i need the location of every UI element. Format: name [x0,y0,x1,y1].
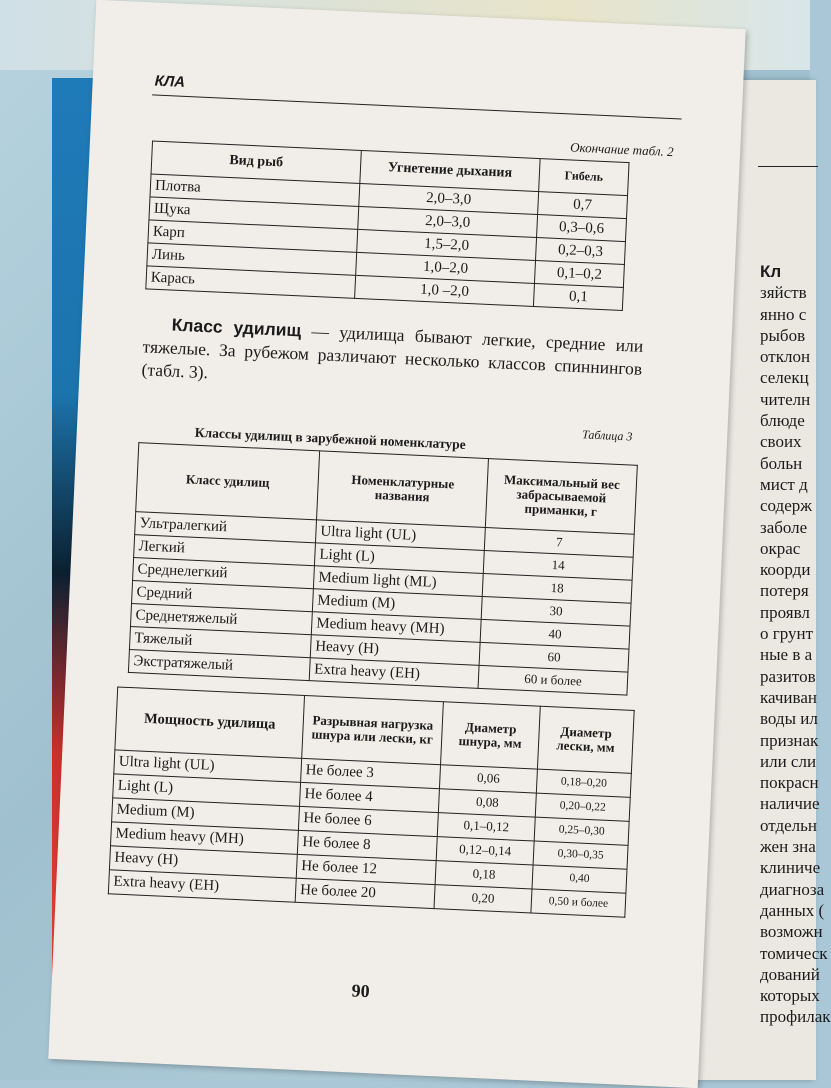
table4-row-cell: 0,30–0,35 [533,841,628,869]
table2-row-cell: 0,1–0,2 [534,260,624,287]
right-page-line: проявл [760,602,810,622]
left-page [48,0,745,1088]
table4-row-cell: 0,40 [532,865,627,893]
table3-row-cell: Легкий [134,535,316,566]
right-page-line: янно с [760,304,807,324]
right-page-line: зяйств [760,283,807,303]
table3-row-cell: 40 [480,619,630,649]
table3-row-cell: Medium (M) [312,589,482,620]
right-page-text [760,262,831,1029]
table4-row-cell: Не более 8 [297,830,437,860]
header-rule [152,94,681,119]
table2-row-cell: 1,0 –2,0 [355,275,535,306]
table4-header: Разрывная нагрузка шнура или лески, кг [302,695,444,764]
paragraph-text: — удилища бывают легкие, средние или тяжелые. За рубежом различают несколько классов спиннингов (табл. 3). [141,320,644,382]
right-page-line: признак [760,730,819,750]
table4-row-cell: Extra heavy (EH) [108,870,296,902]
table3-row-cell: Ультралегкий [135,512,317,543]
right-page-line: покрасн [760,773,819,793]
table4-row-cell: Ultra light (UL) [114,750,302,782]
table4-row-cell: 0,18–0,20 [536,769,631,797]
right-page-line: отдельн [760,815,818,835]
table3-row-cell: Среднетяжелый [130,604,312,635]
table2-row-cell: Плотва [150,174,360,206]
right-page-line: содерж [760,496,812,516]
table3-label: Таблица 3 [581,427,633,444]
right-page-line: коорди [760,560,811,580]
table3-row-cell: 60 [479,642,629,672]
table4-header: Диаметр шнура, мм [441,702,541,769]
right-page-line: блюде [760,411,805,431]
table2-header: Гибель [539,159,629,196]
table4-row-cell: Heavy (H) [109,846,297,878]
right-page-line: которых [760,986,820,1006]
right-page-line: заболе [760,517,808,537]
table4-row-cell: Не более 12 [296,854,436,884]
table3-row-cell: 30 [481,596,631,626]
table4-header: Мощность удилища [115,687,305,758]
table4-row-cell: 0,06 [439,765,537,793]
right-page-line: данных ( [760,900,825,920]
table3-row-cell: 60 и более [478,665,628,695]
table3-row-cell: Средний [132,581,314,612]
right-page-line: рыбов [760,325,806,345]
table3-header: Класс удилищ [136,443,320,520]
table3-row-cell: Среднелегкий [133,558,315,589]
right-page-line: Кл [760,262,782,281]
table2-row-cell: 0,2–0,3 [536,238,626,265]
table4-row-cell: 0,20–0,22 [535,793,630,821]
right-page-line: клиниче [760,858,821,878]
right-page-line: своих [760,432,802,452]
table2-row-cell: Карп [148,220,358,252]
table4-header: Диаметр лески, мм [537,706,634,773]
right-page-line: разитов [760,666,816,686]
right-page-line: селекц [760,368,809,388]
table4-row-cell: 0,08 [438,789,536,817]
table4-row-cell: Не более 6 [298,806,438,836]
table4-row-cell: 0,50 и более [531,889,626,917]
paragraph-rod-class [141,312,644,403]
table3-row-cell: 7 [484,527,634,557]
right-page-line: профилак [760,1007,831,1027]
right-page-line: отклон [760,347,811,367]
table-rod-power [108,686,635,917]
table3-header: Максимальный вес забрасываемой приманки, г [485,459,637,535]
right-page-line: диагноза [760,879,825,899]
right-page-line: качиван [760,687,817,707]
table2-header: Угнетение дыхания [360,150,540,191]
table2-caption: Окончание табл. 2 [569,139,674,160]
table4-row-cell: Medium heavy (MH) [111,822,299,854]
table2-row-cell: Линь [147,243,357,275]
table4-row-cell: Medium (M) [112,798,300,830]
right-page-line: больн [760,453,803,473]
table3-row-cell: 18 [482,573,632,603]
table3-row-cell: Medium light (ML) [313,566,483,597]
right-page-line: возможн [760,922,823,942]
table4-row-cell: Light (L) [113,774,301,806]
table2-header: Вид рыб [151,141,361,183]
right-page-line: о грунт [760,624,814,644]
table4-row-cell: Не более 20 [295,878,435,908]
table2-row-cell: 2,0–3,0 [358,206,538,237]
right-page-line: потеря [760,581,809,601]
table2-row-cell: 0,3–0,6 [537,215,627,242]
table2-row-cell: Карась [146,266,356,298]
table4-row-cell: Не более 4 [299,782,439,812]
table3-row-cell: Extra heavy (EH) [309,658,479,689]
right-page-line: или сли [760,751,817,771]
right-page-line: наличие [760,794,820,814]
paragraph-term: Класс удилищ [171,314,302,341]
table3-row-cell: 14 [483,550,633,580]
table4-row-cell: 0,20 [434,885,532,913]
table2-row-cell: 0,1 [533,283,623,310]
right-page-line: воды ил [760,709,818,729]
table3-title: Классы удилищ в зарубежной номенклатуре [194,424,467,453]
table3-header: Номенклатурные названия [317,451,489,528]
right-page-line: ные в а [760,645,813,665]
table3-row-cell: Light (L) [314,543,484,574]
table4-row-cell: Не более 3 [301,758,441,788]
table2-row-cell: 1,0–2,0 [356,252,536,283]
right-page-line: томическ [760,943,828,963]
table4-row-cell: 0,25–0,30 [534,817,629,845]
right-page-line: чителн [760,389,811,409]
table2-row-cell: 1,5–2,0 [357,229,537,260]
table3-row-cell: Экстратяжелый [128,649,310,680]
table2-row-cell: Щука [149,197,359,229]
table3-row-cell: Ultra light (UL) [315,520,485,551]
right-page-line: окрас [760,538,801,558]
table3-row-cell: Medium heavy (MH) [311,612,481,643]
running-header: КЛА [154,72,186,91]
table3-row-cell: Тяжелый [129,626,311,657]
right-page-line: дований [760,964,820,984]
right-page-rule [758,166,818,167]
table4-row-cell: 0,18 [435,861,533,889]
right-page-line: мист д [760,474,808,494]
right-page-line: жен зна [760,837,816,857]
table-rod-classes [128,442,638,695]
table4-row-cell: 0,1–0,12 [437,813,535,841]
table3-row-cell: Heavy (H) [310,635,480,666]
table-fish-oxygen [145,140,629,311]
table4-row-cell: 0,12–0,14 [436,837,534,865]
table2-row-cell: 2,0–3,0 [359,183,539,214]
page-number: 90 [351,980,371,1002]
table2-row-cell: 0,7 [538,192,628,219]
